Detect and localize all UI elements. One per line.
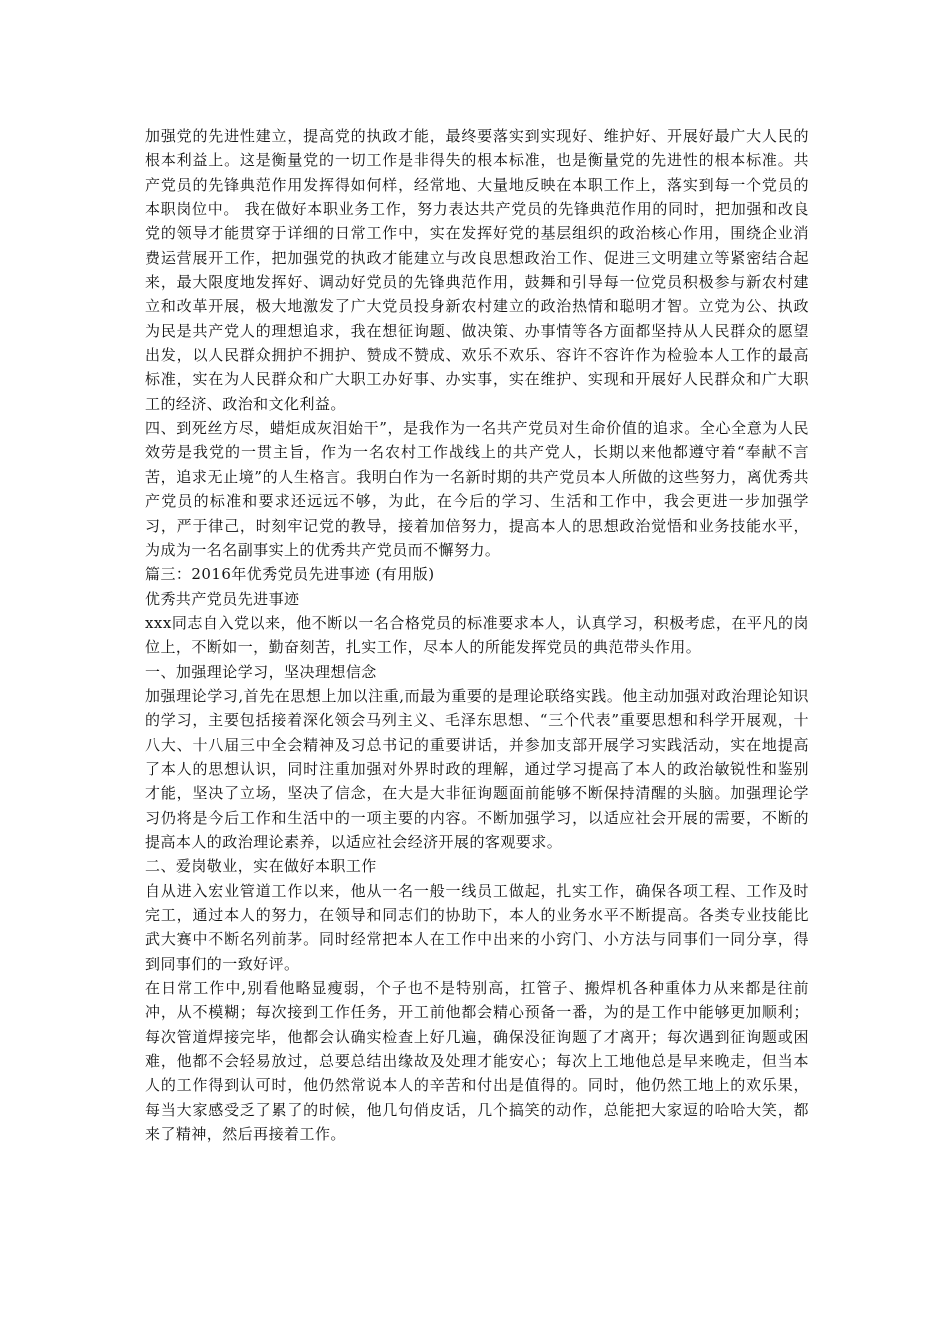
paragraph-daily-work: 在日常工作中,别看他略显瘦弱，个子也不是特别高，扛管子、搬焊机各种重体力从来都是往前冲，从不模糊；每次接到工作任务，开工前他都会精心预备一番，为的是工作中能够更加顺利；每次管道焊接完毕，他都会认确实检查上好几遍，确保没征询题了才离开；每次遇到征询题或困难，他都不会轻易放过，总要总结出缘故及处理才能安心；每次上工地他总是早来晚走，但当本人的工作得到认可时，他仍然常说本人的辛苦和付出是值得的。同时，他仍然工地上的欢乐果，每当大家感受乏了累了的时候，他几句俏皮话，几个搞笑的动作，总能把大家逗的哈哈大笑，都来了精神，然后再接着工作。 — [145, 979, 809, 1144]
document-body — [145, 124, 809, 1146]
paragraph-theory-study: 加强理论学习,首先在思想上加以注重,而最为重要的是理论联络实践。他主动加强对政治理论知识的学习，主要包括接着深化领会马列主义、毛泽东思想、“三个代表”重要思想和科学开展观，十八大、十八届三中全会精神及习总书记的重要讲话，并参加支部开展学习实践活动，实在地提高了本人的思想认识，同时注重加强对外界时政的理解，通过学习提高了本人的政治敏锐性和鉴别才能，坚决了立场，坚决了信念，在大是大非征询题面前能够不断保持清醒的头脑。加强理论学习仍将是今后工作和生活中的一项主要的内容。不断加强学习，以适应社会开展的需要，不断的提高本人的政治理论素养，以适应社会经济开展的客观要求。 — [145, 686, 809, 851]
paragraph-life-value: 四、到死丝方尽，蜡炬成灰泪始干”，是我作为一名共产党员对生命价值的追求。全心全意为人民效劳是我党的一贯主旨，作为一名农村工作战线上的共产党人，长期以来他都遵守着“奉献不言苦，追求无止境”的人生格言。我明白作为一名新时期的共产党员本人所做的这些努力，离优秀共产党员的标准和要求还远远不够，为此，在今后的学习、生活和工作中，我会更进一步加强学习，严于律己，时刻牢记党的教导，接着加倍努力，提高本人的思想政治觉悟和业务技能水平，为成为一名名副事实上的优秀共产党员而不懈努力。 — [145, 419, 809, 559]
section-heading-part-three: 篇三：2016年优秀党员先进事迹 (有用版) — [145, 565, 435, 584]
paragraph-party-advancement: 加强党的先进性建立，提高党的执政才能，最终要落实到实现好、维护好、开展好最广大人民的根本利益上。这是衡量党的一切工作是非得失的根本标准，也是衡量党的先进性的根本标准。共产党员的先锋典范作用发挥得如何样，经常地、大量地反映在本职工作上，落实到每一个党员的本职岗位中。 我在做好本职业务工作，努力表达共产党员的先锋典范作用的同时，把加强和改良党的领导才能贯穿于详细的日常工作中，实在发挥好党的基层组织的政治核心作用，围绕企业消费运营展开工作，把加强党的执政才能建立与改良思想政治工作、促进三文明建立等紧密结合起来，最大限度地发挥好、调动好党员的先锋典范作用，鼓舞和引导每一位党员积极参与新农村建立和改革开展，极大地激发了广大党员投身新农村建立的政治热情和聪明才智。立党为公、执政为民是共产党人的理想追求，我在想征询题、做决策、办事情等各方面都坚持从人民群众的愿望出发，以人民群众拥护不拥护、赞成不赞成、欢乐不欢乐、容许不容许作为检验本人工作的最高标准，实在为人民群众和广大职工办好事、办实事，实在维护、实现和开展好人民群众和广大职工的经济、政治和文化利益。 — [145, 127, 809, 413]
paragraph-introduction: xxx同志自入党以来，他不断以一名合格党员的标准要求本人，认真学习，积极考虑，在平凡的岗位上，不断如一，勤奋刻苦，扎实工作，尽本人的所能发挥党员的典范带头作用。 — [145, 613, 809, 657]
subheading-dedication: 二、爱岗敬业，实在做好本职工作 — [145, 857, 377, 876]
subheading-theory-study: 一、加强理论学习，坚决理想信念 — [145, 662, 377, 681]
section-title-outstanding-member: 优秀共产党员先进事迹 — [145, 589, 300, 608]
paragraph-dedication: 自从进入宏业管道工作以来，他从一名一般一线员工做起，扎实工作，确保各项工程、工作及时完工，通过本人的努力，在领导和同志们的协助下，本人的业务水平不断提高。各类专业技能比武大赛中不断名列前茅。同时经常把本人在工作中出来的小窍门、小方法与同事们一同分享，得到同事们的一致好评。 — [145, 881, 809, 973]
